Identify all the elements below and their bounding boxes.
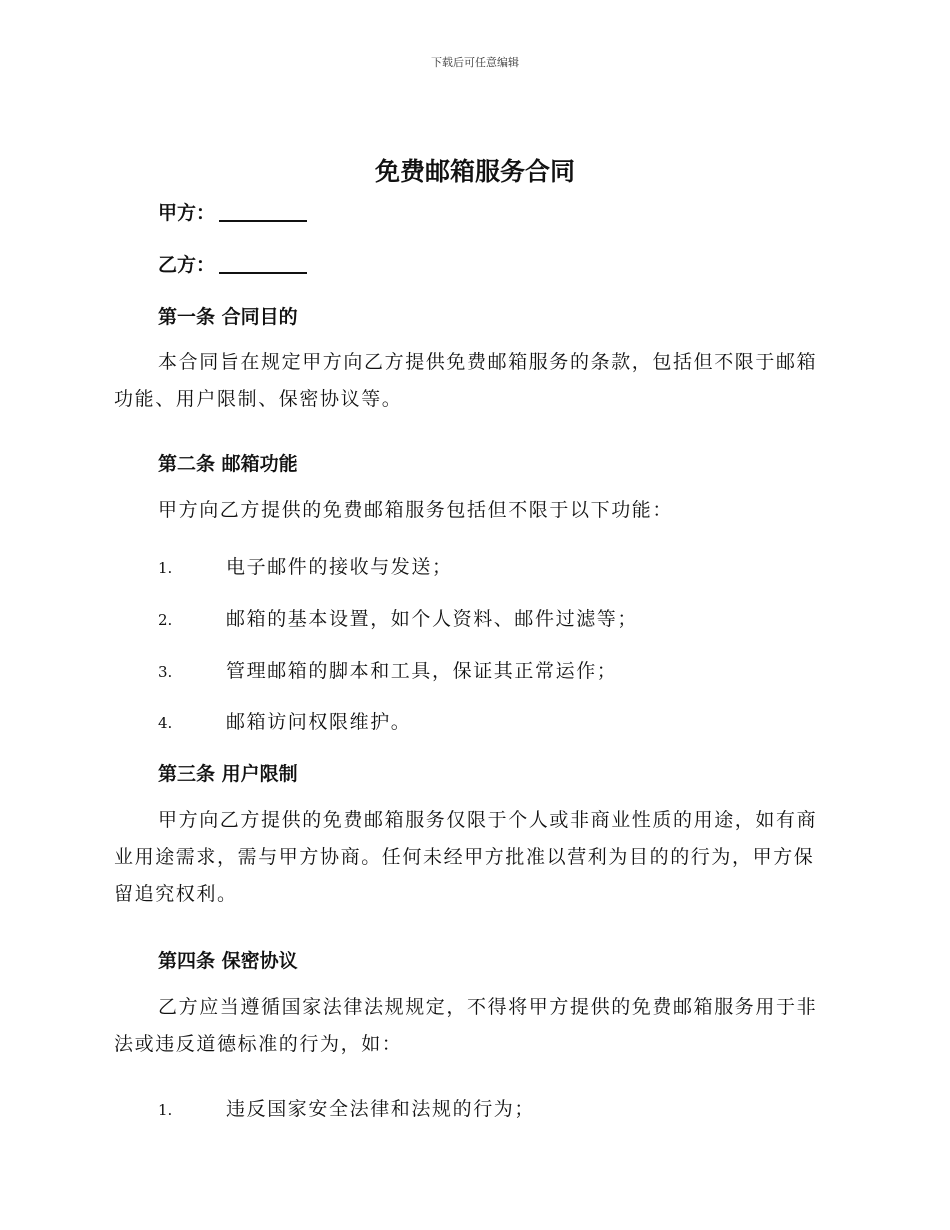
party-b-label: 乙方： <box>158 254 216 276</box>
list-item-text: 电子邮件的接收与发送； <box>226 556 453 578</box>
list-item-number: 1. <box>158 559 173 577</box>
party-a-line <box>158 198 307 225</box>
list-item <box>158 1094 535 1121</box>
list-item <box>158 656 617 683</box>
list-item-text: 邮箱访问权限维护。 <box>226 711 412 733</box>
header-note: 下载后可任意编辑 <box>431 56 519 69</box>
section-4-paragraph: 乙方应当遵循国家法律法规规定，不得将甲方提供的免费邮箱服务用于非法或违反道德标准的行为，如： <box>114 996 818 1055</box>
list-item-number: 3. <box>158 663 173 681</box>
party-a-label: 甲方： <box>158 202 216 224</box>
party-a-blank <box>219 202 307 222</box>
party-b-line <box>158 250 307 277</box>
party-b-blank <box>219 254 307 274</box>
list-item-text: 邮箱的基本设置，如个人资料、邮件过滤等； <box>226 608 639 630</box>
document-title: 免费邮箱服务合同 <box>374 157 575 186</box>
list-item <box>158 604 638 631</box>
section-2-heading: 第二条 邮箱功能 <box>158 453 298 475</box>
list-item-number: 2. <box>158 611 173 629</box>
section-1-heading: 第一条 合同目的 <box>158 306 298 328</box>
list-item <box>158 707 411 734</box>
section-2-paragraph: 甲方向乙方提供的免费邮箱服务包括但不限于以下功能： <box>158 499 674 521</box>
section-3-paragraph: 甲方向乙方提供的免费邮箱服务仅限于个人或非商业性质的用途，如有商业用途需求，需与甲方协商。任何未经甲方批准以营利为目的的行为，甲方保留追究权利。 <box>114 809 818 905</box>
list-item-number: 4. <box>158 714 173 732</box>
section-1-paragraph: 本合同旨在规定甲方向乙方提供免费邮箱服务的条款，包括但不限于邮箱功能、用户限制、保密协议等。 <box>114 351 818 410</box>
list-item-text: 管理邮箱的脚本和工具，保证其正常运作； <box>226 660 618 682</box>
list-item <box>158 552 453 579</box>
list-item-text: 违反国家安全法律和法规的行为； <box>226 1098 536 1120</box>
list-item-number: 1. <box>158 1101 173 1119</box>
section-3-heading: 第三条 用户限制 <box>158 763 298 785</box>
section-4-heading: 第四条 保密协议 <box>158 950 298 972</box>
